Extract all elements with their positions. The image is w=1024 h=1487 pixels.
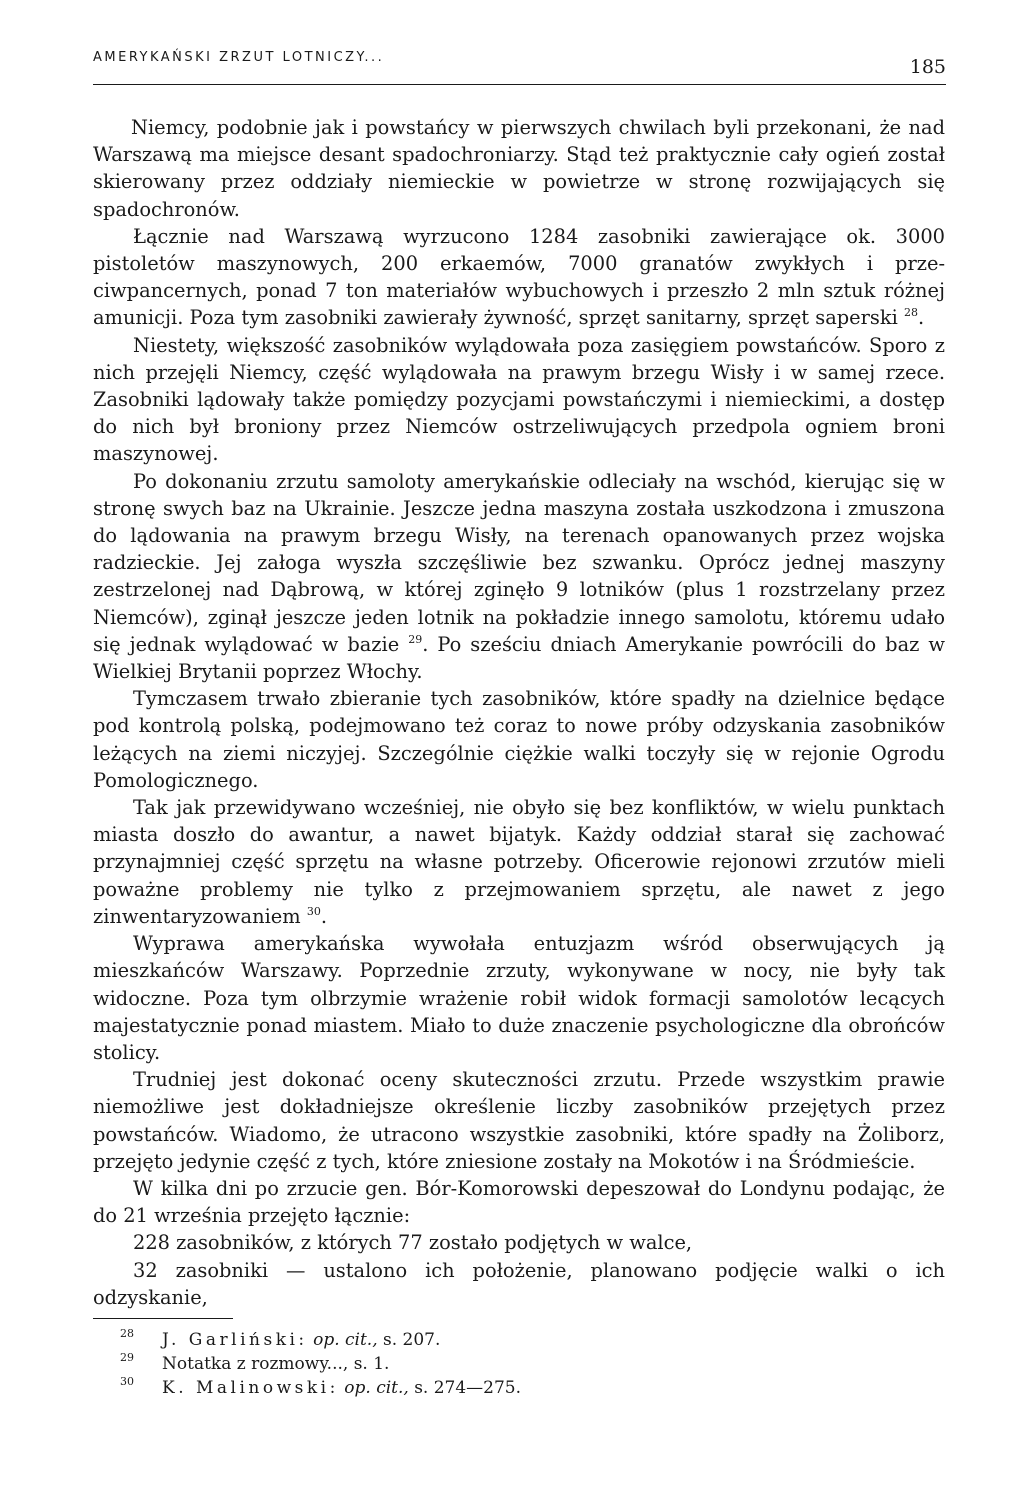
- paragraph-1: Niemcy, podobnie jak i powstańcy w pierwszych chwilach byli przekonani, że nad Warszawą ma miejsce desant spadochroniarzy. Stąd też praktycznie cały ogień został skierowany przez oddziały niemieckie w powietrze w stronę rozwijających się spadochronów.: [93, 116, 945, 221]
- paragraph-3: Niestety, większość zasobników wylądowała poza zasięgiem powstańców. Sporo z nich przejęli Niemcy, część wylądowała na prawym brzegu Wisły i w samej rzece. Zasobniki lądowały także pomiędzy pozycjami powstańczymi i niemieckimi, a dostęp do nich był broniony przez Niemców ostrzeliwujących przedpola ogniem broni maszynowej.: [93, 333, 945, 466]
- footnote-mark: 30: [120, 1375, 134, 1388]
- page-number: 185: [909, 56, 946, 78]
- footnote-ref-30: 30: [306, 904, 321, 918]
- paragraph-8: Trudniej jest dokonać oceny skuteczności zrzutu. Przede wszystkim prawie niemożliwe jest dokładniejsze określenie liczby zasobników przejętych przez powstańców. Wiadomo, że utracono wszystkie zasobniki, które spadły na Żoliborz, przejęto jedynie część z tych, które zniesione zostały na Mokotów i na Śródmieście.: [93, 1068, 945, 1173]
- footnote-mark: 28: [120, 1327, 134, 1340]
- paragraph-5: Tymczasem trwało zbieranie tych zasobników, które spadły na dzielnice będące pod kontrolą polską, podejmowano też coraz to nowe próby odzyskania zasobników leżących na ziemi niczyjej. Szczególnie ciężkie walki toczyły się w rejonie Ogrodu Pomologicznego.: [93, 687, 945, 792]
- footnote-rule: [93, 1318, 233, 1319]
- paragraph-9: W kilka dni po zrzucie gen. Bór-Komorowski depeszował do Londynu podając, że do 21 września przejęto łącznie:: [93, 1176, 945, 1228]
- paragraph-11: 32 zasobniki — ustalono ich położenie, planowano podjęcie walki o ich odzyskanie,: [93, 1258, 945, 1309]
- footnote-29: 29 Notatka z rozmowy..., s. 1.: [120, 1352, 920, 1376]
- paragraph-10: 228 zasobników, z których 77 zostało podjętych w walce,: [133, 1231, 693, 1255]
- footnotes: [120, 1328, 920, 1400]
- footnote-28: 28 J. Garliński: op. cit., s. 207.: [120, 1328, 920, 1352]
- footnote-mark: 29: [120, 1351, 134, 1364]
- paragraph-6: Tak jak przewidywano wcześniej, nie obyło się bez konfliktów, w wielu punktach miasta doszło do awantur, a nawet bijatyk. Każdy oddział starał się zachować przynajmniej część sprzętu na własne potrzeby. Oficerowie rejonowi zrzutów mieli poważne problemy nie tylko z przejmowaniem sprzętu, ale nawet z jego zinwentaryzowaniem $^{30}$.: [93, 796, 945, 928]
- footnote-ref-28: 28: [904, 306, 918, 320]
- paragraph-7: Wyprawa amerykańska wywołała entuzjazm wśród obserwujących ją mieszkańców Warszawy. Poprzednie zrzuty, wykonywane w nocy, nie były tak widoczne. Poza tym olbrzymie wrażenie robił widok formacji samolotów lecących majestatycznie ponad miastem. Miało to duże znaczenie psychologiczne dla obrońców stolicy.: [93, 932, 945, 1064]
- paragraph-4: Po dokonaniu zrzutu samoloty amerykańskie odleciały na wschód, kierując się w stronę swych baz na Ukrainie. Jeszcze jedna maszyna została uszkodzona i zmuszona do lądowania na prawym brzegu Wisły, na terenach opanowanych przez wojska radzieckie. Jej załoga wyszła szczęśliwie bez szwanku. Oprócz jednej maszyny zestrzelonej nad Dąbrową, w której zginęło 9 lotników (plus 1 rozstrzelany przez Niemców), zginął jeszcze jeden lotnik na pokładzie innego samolotu, któremu udało się jednak wylądować w bazie $^{29}$. Po sześciu dniach Amerykanie powrócili do baz w Wielkiej Brytanii poprzez Włochy.: [93, 469, 945, 684]
- body-text: [93, 114, 945, 1311]
- paragraph-2: Łącznie nad Warszawą wyrzucono 1284 zasobniki zawierające ok. 3000 pistoletów maszynowych, 200 erkaemów, 7000 granatów zwykłych i przeciwpancernych, ponad 7 ton materiałów wybuchowych i przeszło 2 mln sztuk różnej amunicji. Poza tym zasobniki zawierały żywność, sprzęt sanitarny, sprzęt saperski $^{28}$.: [93, 224, 945, 330]
- footnote-ref-29: 29: [408, 632, 423, 646]
- footnote-30: 30 K. Malinowski: op. cit., s. 274—275.: [120, 1376, 920, 1400]
- running-head: AMERYKAŃSKI ZRZUT LOTNICZY...: [93, 50, 385, 65]
- header-rule: [93, 84, 946, 85]
